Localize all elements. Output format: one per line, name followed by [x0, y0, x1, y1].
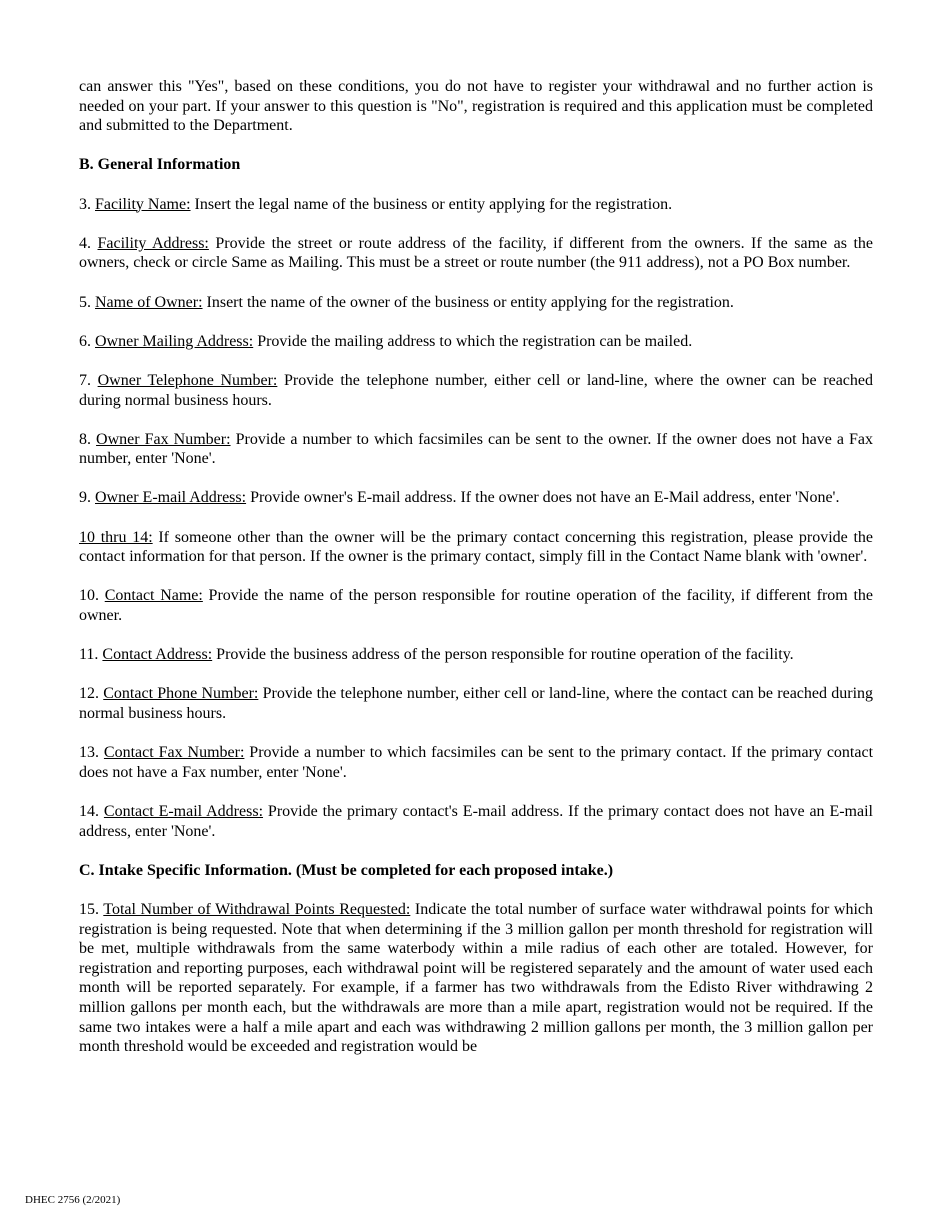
items-10-14-note	[79, 528, 873, 567]
item-13-text: Provide a number to which facsimiles can be sent to the primary contact. If the primary contact does not have a Fax number, enter 'None'.	[79, 744, 874, 781]
item-12	[79, 684, 873, 723]
item-10-text: Provide the name of the person responsible for routine operation of the facility, if different from the owner.	[79, 587, 873, 625]
item-6-label: Owner Mailing Address:	[95, 332, 254, 350]
item-15-label: Total Number of Withdrawal Points Requested:	[103, 900, 411, 918]
item-8-label: Owner Fax Number:	[96, 430, 231, 448]
section-b-heading: B. General Information	[79, 156, 241, 174]
item-5-number: 5.	[79, 293, 95, 311]
item-4	[79, 234, 873, 273]
item-10-number: 10.	[79, 587, 105, 605]
section-c-heading: C. Intake Specific Information. (Must be completed for each proposed intake.)	[79, 861, 614, 879]
item-7-text: Provide the telephone number, either cell or land-line, where the owner can be reached during normal business hours.	[79, 371, 873, 409]
item-3-number: 3.	[79, 195, 95, 213]
item-12-label: Contact Phone Number:	[103, 685, 259, 703]
item-9-number: 9.	[79, 489, 95, 507]
intro-paragraph: can answer this "Yes", based on these conditions, you do not have to register your withdrawal and no further action is needed on your part. If your answer to this question is "No", registration is required and this application must be completed and submitted to the Department.	[79, 78, 873, 135]
item-11-number: 11.	[79, 646, 103, 664]
item-13	[79, 743, 873, 782]
item-3-label: Facility Name:	[95, 195, 191, 213]
item-8-text: Provide a number to which facsimiles can be sent to the owner. If the owner does not have a Fax number, enter 'None'.	[79, 430, 873, 468]
form-footer: DHEC 2756 (2/2021)	[25, 1194, 121, 1206]
item-3	[79, 195, 873, 215]
item-4-number: 4.	[79, 234, 98, 252]
items-10-14-text: If someone other than the owner will be the primary contact concerning this registration, please provide the contact information for that person. If the owner is the primary contact, simply fill in the Contact Name blank with 'owner'.	[79, 528, 874, 566]
item-9-label: Owner E-mail Address:	[95, 489, 247, 507]
item-6-number: 6.	[79, 332, 95, 350]
item-11-label: Contact Address:	[102, 646, 213, 664]
item-14-text: Provide the primary contact's E-mail address. If the primary contact does not have an E-mail address, enter 'None'.	[79, 802, 873, 840]
document-page	[79, 77, 873, 1076]
item-4-label: Facility Address:	[97, 234, 209, 252]
item-5	[79, 293, 873, 313]
item-14	[79, 802, 873, 841]
item-3-text: Insert the legal name of the business or entity applying for the registration.	[190, 195, 673, 213]
item-5-text: Insert the name of the owner of the business or entity applying for the registration.	[202, 293, 734, 311]
item-12-number: 12.	[79, 685, 104, 703]
item-10-label: Contact Name:	[104, 587, 203, 605]
item-12-text: Provide the telephone number, either cell or land-line, where the contact can be reached during normal business hours.	[79, 685, 874, 722]
item-6-text: Provide the mailing address to which the registration can be mailed.	[253, 332, 693, 350]
item-10	[79, 586, 873, 625]
item-13-number: 13.	[79, 744, 104, 762]
item-7-label: Owner Telephone Number:	[97, 371, 278, 389]
item-8-number: 8.	[79, 430, 97, 448]
item-7-number: 7.	[79, 371, 98, 389]
item-6	[79, 332, 873, 352]
item-7	[79, 371, 873, 410]
item-15-number: 15.	[79, 900, 104, 918]
item-14-label: Contact E-mail Address:	[103, 802, 264, 820]
item-15-text: Indicate the total number of surface water withdrawal points for which registration is being requested. Note that when determining if the 3 million gallon per month threshold for registration will be met, multiple withdrawals from the same waterbody within a mile radius of each other are totaled. However, for registration and reporting purposes, each withdrawal point will be registered separately and the amount of water used each month will be reported separately. For example, if a farmer has two withdrawals from the Edisto River withdrawing 2 million gallons per month each, but the withdrawals are more than a mile apart, registration would not be required. If the same two intakes were a half a mile apart and each was withdrawing 2 million gallons per month, the 3 million gallon per month threshold would be exceeded and registration would be	[79, 900, 874, 1056]
item-11	[79, 645, 873, 665]
item-5-label: Name of Owner:	[95, 293, 203, 311]
item-15	[79, 900, 873, 1057]
item-14-number: 14.	[79, 802, 104, 820]
item-11-text: Provide the business address of the person responsible for routine operation of the facility.	[212, 646, 794, 664]
items-10-14-label: 10 thru 14:	[79, 528, 153, 546]
item-13-label: Contact Fax Number:	[103, 744, 245, 762]
item-9-text: Provide owner's E-mail address. If the owner does not have an E-Mail address, enter 'None'.	[246, 489, 840, 507]
item-9	[79, 488, 873, 508]
item-4-text: Provide the street or route address of the facility, if different from the owners. If the same as the owners, check or circle Same as Mailing. This must be a street or route number (the 911 address), not a PO Box number.	[79, 234, 873, 272]
item-8	[79, 430, 873, 469]
